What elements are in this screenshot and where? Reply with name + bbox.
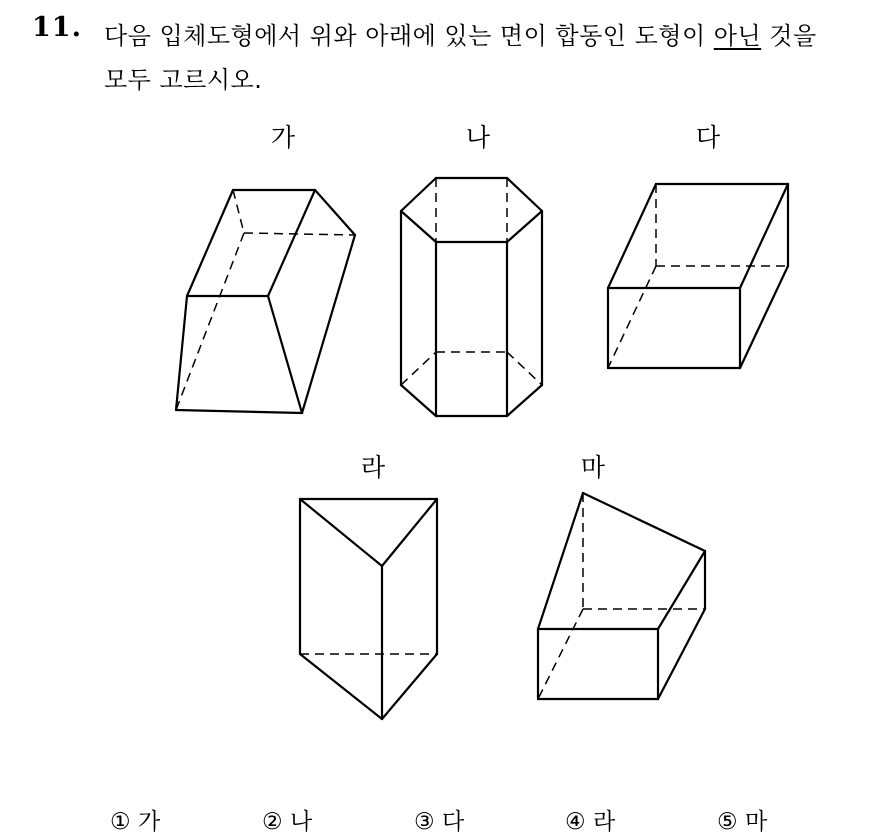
choice-marker: ③: [414, 809, 435, 835]
question-number: 11.: [32, 12, 82, 43]
question-emphasis-underlined: 아닌: [713, 22, 762, 50]
choice-3[interactable]: [414, 803, 464, 836]
figure-ra-solid: [300, 499, 437, 719]
question-text-part-2: 것을: [761, 22, 817, 50]
choice-5[interactable]: [717, 803, 767, 836]
choice-marker: ④: [565, 809, 586, 835]
choice-text: 마: [744, 809, 768, 835]
figure-da-solid: [608, 184, 788, 368]
choice-2[interactable]: [262, 803, 312, 836]
choice-text: 나: [289, 809, 313, 835]
choice-1[interactable]: [110, 803, 160, 836]
choice-marker: ⑤: [717, 809, 738, 835]
choice-4[interactable]: [565, 803, 615, 836]
figure-label-ra: 라: [360, 453, 386, 482]
figure-ga-solid: [176, 190, 355, 413]
figure-label-da: 다: [695, 123, 721, 152]
answer-choices: [0, 803, 884, 833]
choice-marker: ②: [262, 809, 283, 835]
choice-text: 다: [441, 809, 465, 835]
choice-text: 가: [137, 809, 161, 835]
question-text-line-2: 모두 고르시오.: [104, 66, 263, 94]
figure-na-solid: [401, 178, 542, 416]
question-text-part-1: 다음 입체도형에서 위와 아래에 있는 면이 합동인 도형이: [104, 22, 714, 50]
choice-text: 라: [592, 809, 616, 835]
figure-label-ma: 마: [580, 453, 606, 482]
figure-ma-solid: [538, 493, 705, 699]
figure-label-na: 나: [465, 123, 491, 152]
choice-marker: ①: [110, 809, 131, 835]
figure-label-ga: 가: [270, 123, 296, 152]
